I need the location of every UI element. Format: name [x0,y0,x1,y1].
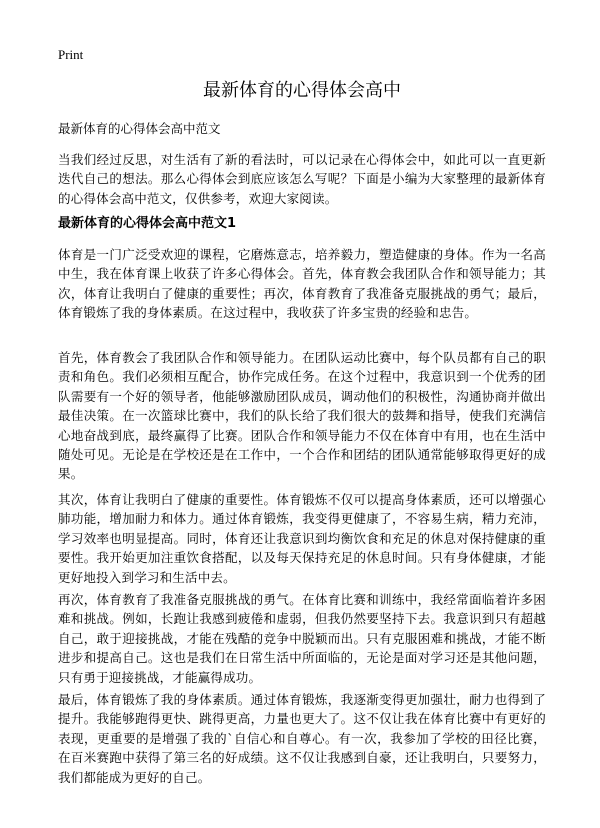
body-paragraph-1: 体育是一门广泛受欢迎的课程，它磨炼意志，培养毅力，塑造健康的身体。作为一名高中生，我在体育课上收获了许多心得体会。首先，体育教会我团队合作和领导能力；其次，体育让我明白了健康的重要性；再次，体育教育了我准备克服挑战的勇气；最后，体育锻炼了我的身体素质。在这过程中，我收获了许多宝贵的经验和忠告。 [58,247,546,321]
document-subtitle: 最新体育的心得体会高中范文 [58,121,221,136]
print-label[interactable]: Print [58,47,84,62]
body-paragraph-3: 其次，体育让我明白了健康的重要性。体育锻炼不仅可以提高身体素质，还可以增强心肺功能，增加耐力和体力。通过体育锻炼，我变得更健康了，不容易生病，精力充沛，学习效率也明显提高。同时，体育还让我意识到均衡饮食和充足的休息对保持健康的重要性。我开始更加注重饮食搭配，以及每天保持充足的休息时间。只有身体健康，才能更好地投入到学习和生活中去。 [58,492,546,585]
intro-paragraph: 当我们经过反思，对生活有了新的看法时，可以记录在心得体会中，如此可以一直更新迭代自己的想法。那么心得体会到底应该怎么写呢？下面是小编为大家整理的最新体育的心得体会高中范文，仅供参考，欢迎大家阅读。 [58,152,546,206]
section-heading: 最新体育的心得体会高中范文1 [58,216,237,231]
body-paragraph-2: 首先，体育教会了我团队合作和领导能力。在团队运动比赛中，每个队员都有自己的职责和角色。我们必须相互配合，协作完成任务。在这个过程中，我意识到一个优秀的团队需要有一个好的领导者，他能够激励团队成员，调动他们的积极性，沟通协商并做出最佳决策。在一次篮球比赛中，我们的队长给了我们很大的鼓舞和指导，使我们充满信心地奋战到底，最终赢得了比赛。团队合作和领导能力不仅在体育中有用，也在生活中随处可见。无论是在学校还是在工作中，一个合作和团结的团队通常能够取得更好的成果。 [58,350,546,482]
document-title: 最新体育的心得体会高中 [203,80,401,101]
body-paragraph-5: 最后，体育锻炼了我的身体素质。通过体育锻炼，我逐渐变得更加强壮，耐力也得到了提升。我能够跑得更快、跳得更高，力量也更大了。这不仅让我在体育比赛中有更好的表现，更重要的是增强了我的`自信心和自尊心。有一次，我参加了学校的田径比赛，在百米赛跑中获得了第三名的好成绩。这不仅让我感到自豪，还让我明白，只要努力，我们都能成为更好的自己。 [58,692,546,785]
body-paragraph-4: 再次，体育教育了我准备克服挑战的勇气。在体育比赛和训练中，我经常面临着许多困难和挑战。例如，长跑让我感到疲倦和虚弱，但我仍然要坚持下去。我意识到只有超越自己，敢于迎接挑战，才能在残酷的竞争中脱颖而出。只有克服困难和挑战，才能不断进步和提高自己。这也是我们在日常生活中所面临的，无论是面对学习还是其他问题，只有勇于迎接挑战，才能赢得成功。 [58,592,546,685]
